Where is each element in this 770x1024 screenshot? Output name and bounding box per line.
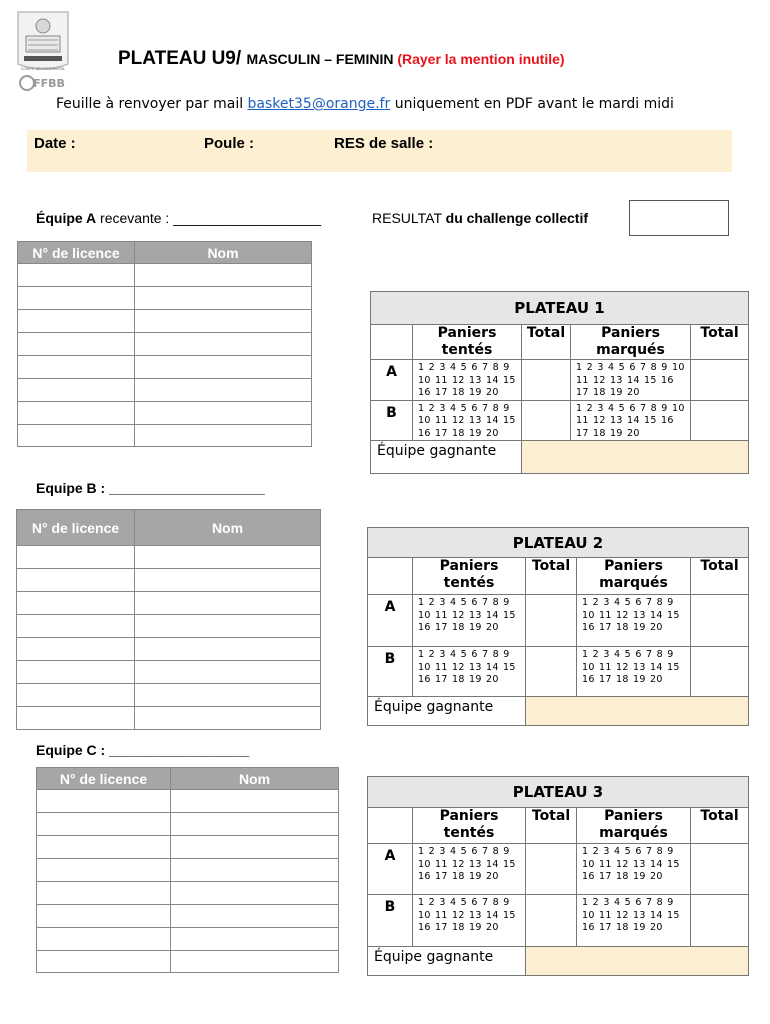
licence-cell[interactable] — [18, 402, 135, 425]
nom-header: Nom — [135, 242, 312, 264]
tentes-numbers[interactable]: 1 2 3 4 5 6 7 8 9 10 11 12 13 14 15 16 17 18 19 20 — [413, 895, 526, 947]
title-main: PLATEAU U9/ — [118, 48, 247, 69]
winner-label: Équipe gagnante — [371, 441, 522, 474]
nom-cell[interactable] — [135, 379, 312, 402]
team-b-label: Equipe B : ____________________ — [36, 480, 265, 496]
nom-cell[interactable] — [171, 951, 339, 973]
page-title — [118, 48, 565, 70]
nom-cell[interactable] — [135, 615, 321, 638]
nom-cell[interactable] — [171, 813, 339, 836]
svg-text:COMITÉ DÉPARTEMENTAL: COMITÉ DÉPARTEMENTAL — [20, 67, 66, 71]
nom-cell[interactable] — [135, 356, 312, 379]
total-header: Total — [691, 808, 749, 844]
nom-cell[interactable] — [135, 707, 321, 730]
total-cell[interactable] — [526, 595, 577, 647]
total-cell[interactable] — [526, 647, 577, 697]
title-note: (Rayer la mention inutile) — [397, 51, 565, 67]
nom-cell[interactable] — [171, 836, 339, 859]
licence-cell[interactable] — [37, 882, 171, 905]
nom-cell[interactable] — [135, 569, 321, 592]
tentes-numbers[interactable]: 1 2 3 4 5 6 7 8 9 10 11 12 13 14 15 16 17 18 19 20 — [413, 400, 522, 441]
licence-cell[interactable] — [18, 264, 135, 287]
nom-cell[interactable] — [171, 882, 339, 905]
licence-cell[interactable] — [18, 287, 135, 310]
nom-cell[interactable] — [135, 638, 321, 661]
team-a-row-label: A — [371, 360, 413, 401]
nom-cell[interactable] — [171, 790, 339, 813]
paniers-tentes-header: Paniers tentés — [413, 808, 526, 844]
nom-cell[interactable] — [171, 928, 339, 951]
total-cell[interactable] — [526, 895, 577, 947]
total-cell[interactable] — [691, 595, 749, 647]
team-c-label: Equipe C : __________________ — [36, 742, 250, 758]
nom-cell[interactable] — [135, 684, 321, 707]
licence-cell[interactable] — [18, 425, 135, 447]
licence-cell[interactable] — [17, 707, 135, 730]
plateau-1-table — [370, 291, 749, 474]
licence-cell[interactable] — [18, 356, 135, 379]
team-a-row-label: A — [368, 844, 413, 895]
plateau-title: PLATEAU 1 — [371, 292, 749, 325]
winner-field[interactable] — [526, 947, 749, 976]
tentes-numbers[interactable]: 1 2 3 4 5 6 7 8 9 10 11 12 13 14 15 16 17 18 19 20 — [413, 360, 522, 401]
empty-corner — [371, 325, 413, 360]
paniers-marques-header: Paniers marqués — [577, 808, 691, 844]
nom-header: Nom — [171, 768, 339, 790]
tentes-numbers[interactable]: 1 2 3 4 5 6 7 8 9 10 11 12 13 14 15 16 17 18 19 20 — [413, 595, 526, 647]
team-a-row-label: A — [368, 595, 413, 647]
tentes-numbers[interactable]: 1 2 3 4 5 6 7 8 9 10 11 12 13 14 15 16 17 18 19 20 — [413, 844, 526, 895]
total-cell[interactable] — [691, 400, 749, 441]
licence-cell[interactable] — [37, 928, 171, 951]
team-a-table — [17, 241, 312, 447]
total-header: Total — [691, 325, 749, 360]
nom-cell[interactable] — [135, 264, 312, 287]
winner-label: Équipe gagnante — [368, 947, 526, 976]
marques-numbers[interactable]: 1 2 3 4 5 6 7 8 9 10 11 12 13 14 15 16 17 18 19 20 — [577, 595, 691, 647]
licence-cell[interactable] — [17, 684, 135, 707]
nom-cell[interactable] — [135, 287, 312, 310]
result-label: RESULTAT du challenge collectif — [372, 210, 589, 226]
licence-cell[interactable] — [17, 592, 135, 615]
nom-cell[interactable] — [171, 905, 339, 928]
nom-header: Nom — [135, 510, 321, 546]
plateau-3-table — [367, 776, 749, 976]
licence-cell[interactable] — [17, 569, 135, 592]
licence-header: N° de licence — [17, 510, 135, 546]
licence-cell[interactable] — [17, 638, 135, 661]
total-cell[interactable] — [691, 360, 749, 401]
total-header: Total — [691, 558, 749, 595]
result-box[interactable] — [629, 200, 729, 236]
licence-cell[interactable] — [18, 333, 135, 356]
date-label: Date : — [34, 135, 76, 152]
licence-header: N° de licence — [18, 242, 135, 264]
winner-field[interactable] — [526, 697, 749, 726]
nom-cell[interactable] — [135, 402, 312, 425]
svg-text:FFBB: FFBB — [33, 77, 65, 90]
licence-cell[interactable] — [37, 790, 171, 813]
licence-cell[interactable] — [17, 661, 135, 684]
winner-label: Équipe gagnante — [368, 697, 526, 726]
licence-cell[interactable] — [17, 615, 135, 638]
nom-cell[interactable] — [135, 661, 321, 684]
licence-cell[interactable] — [18, 379, 135, 402]
marques-numbers[interactable]: 1 2 3 4 5 6 7 8 9 10 11 12 13 14 15 16 17 18 19 20 — [571, 360, 691, 401]
licence-cell[interactable] — [37, 836, 171, 859]
title-gender: MASCULIN – FEMININ — [246, 51, 398, 67]
tentes-numbers[interactable]: 1 2 3 4 5 6 7 8 9 10 11 12 13 14 15 16 17 18 19 20 — [413, 647, 526, 697]
plateau-title: PLATEAU 3 — [368, 777, 749, 808]
total-cell[interactable] — [691, 895, 749, 947]
licence-cell[interactable] — [37, 813, 171, 836]
paniers-marques-header: Paniers marqués — [571, 325, 691, 360]
marques-numbers[interactable]: 1 2 3 4 5 6 7 8 9 10 11 12 13 14 15 16 17 18 19 20 — [577, 895, 691, 947]
info-bar — [27, 130, 732, 172]
empty-corner — [368, 808, 413, 844]
licence-cell[interactable] — [37, 859, 171, 882]
marques-numbers[interactable]: 1 2 3 4 5 6 7 8 9 10 11 12 13 14 15 16 17 18 19 20 — [577, 647, 691, 697]
total-cell[interactable] — [522, 400, 571, 441]
team-b-row-label: B — [368, 647, 413, 697]
nom-cell[interactable] — [135, 592, 321, 615]
nom-cell[interactable] — [135, 425, 312, 447]
team-a-label: Équipe A recevante : ___________________ — [36, 210, 322, 226]
paniers-marques-header: Paniers marqués — [577, 558, 691, 595]
nom-cell[interactable] — [135, 310, 312, 333]
total-cell[interactable] — [526, 844, 577, 895]
instructions-line — [56, 96, 674, 112]
total-header: Total — [526, 808, 577, 844]
team-b-row-label: B — [371, 400, 413, 441]
licence-cell[interactable] — [18, 310, 135, 333]
total-cell[interactable] — [691, 647, 749, 697]
paniers-tentes-header: Paniers tentés — [413, 325, 522, 360]
total-cell[interactable] — [691, 844, 749, 895]
marques-numbers[interactable]: 1 2 3 4 5 6 7 8 9 10 11 12 13 14 15 16 17 18 19 20 — [571, 400, 691, 441]
subline-after: uniquement en PDF avant le mardi midi — [390, 96, 674, 112]
plateau-title: PLATEAU 2 — [368, 528, 749, 558]
licence-header: N° de licence — [37, 768, 171, 790]
team-b-table — [16, 509, 321, 730]
res-salle-label: RES de salle : — [334, 135, 434, 152]
paniers-tentes-header: Paniers tentés — [413, 558, 526, 595]
ffbb-logo — [12, 8, 74, 98]
nom-cell[interactable] — [171, 859, 339, 882]
nom-cell[interactable] — [135, 333, 312, 356]
subline-before: Feuille à renvoyer par mail — [56, 96, 248, 112]
team-b-row-label: B — [368, 895, 413, 947]
total-cell[interactable] — [522, 360, 571, 401]
marques-numbers[interactable]: 1 2 3 4 5 6 7 8 9 10 11 12 13 14 15 16 17 18 19 20 — [577, 844, 691, 895]
winner-field[interactable] — [522, 441, 749, 474]
licence-cell[interactable] — [17, 546, 135, 569]
team-c-table — [36, 767, 339, 973]
licence-cell[interactable] — [37, 905, 171, 928]
total-header: Total — [522, 325, 571, 360]
licence-cell[interactable] — [37, 951, 171, 973]
email-link[interactable]: basket35@orange.fr — [247, 96, 391, 112]
poule-label: Poule : — [204, 135, 255, 152]
nom-cell[interactable] — [135, 546, 321, 569]
empty-corner — [368, 558, 413, 595]
total-header: Total — [526, 558, 577, 595]
plateau-2-table — [367, 527, 749, 726]
